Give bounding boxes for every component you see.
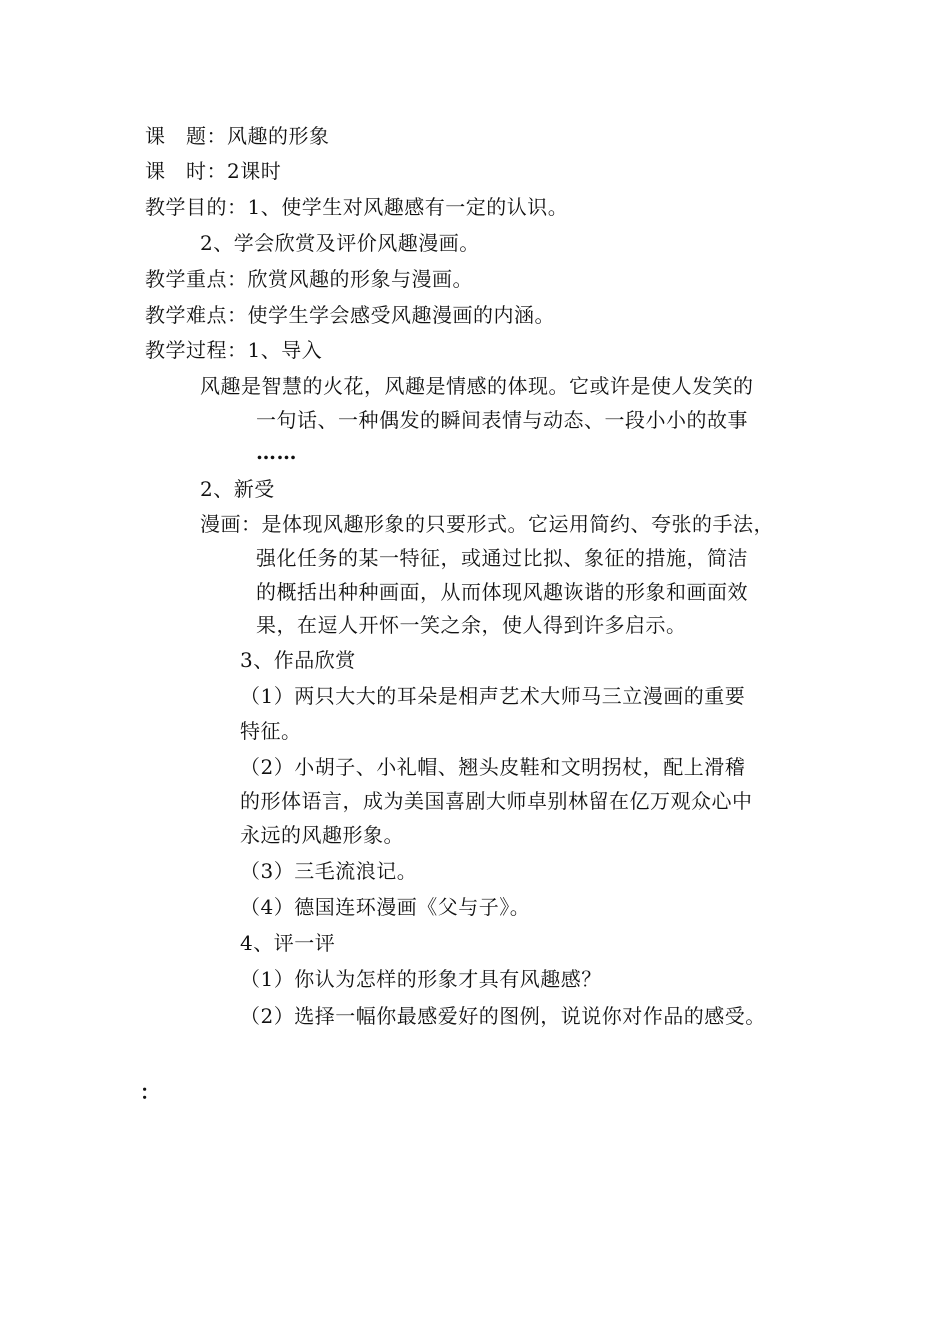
difficulty-value: 使学生学会感受风趣漫画的内涵。 — [247, 303, 555, 327]
step3-item-line: （3）三毛流浪记。 — [240, 859, 418, 883]
step3-item-line: 特征。 — [240, 719, 302, 743]
hours-line — [145, 158, 281, 184]
key-point-value: 欣赏风趣的形象与漫画。 — [247, 267, 473, 291]
difficulty-line — [145, 302, 555, 328]
step1-title: 1、导入 — [247, 338, 323, 362]
step4-item-line: （2）选择一幅你最感爱好的图例，说说你对作品的感受。 — [240, 1004, 766, 1028]
step3-item-line: 永远的风趣形象。 — [240, 823, 404, 847]
goal-item-1: 1、使学生对风趣感有一定的认识。 — [247, 195, 569, 219]
goals-label: 教学目的： — [145, 195, 248, 219]
step2-paragraph-line: 强化任务的某一特征，或通过比拟、象征的措施，简洁 — [256, 546, 748, 570]
difficulty-label: 教学难点： — [145, 303, 248, 327]
step3-item-line: （1）两只大大的耳朵是相声艺术大师马三立漫画的重要 — [240, 684, 746, 708]
goals-line — [145, 194, 568, 220]
goal-item-2: 2、学会欣赏及评价风趣漫画。 — [200, 231, 480, 255]
hours-label: 课 时： — [145, 159, 227, 183]
step1-paragraph-ellipsis: …… — [256, 440, 297, 464]
key-point-label: 教学重点： — [145, 267, 248, 291]
step3-item-line: （2）小胡子、小礼帽、翘头皮鞋和文明拐杖，配上滑稽 — [240, 755, 746, 779]
topic-value: 风趣的形象 — [227, 124, 330, 148]
step1-paragraph-line: 一句话、一种偶发的瞬间表情与动态、一段小小的故事 — [256, 408, 748, 432]
process-label: 教学过程： — [145, 338, 248, 362]
step2-paragraph-line: 的概括出种种画面，从而体现风趣诙谐的形象和画面效 — [256, 580, 748, 604]
step2-title: 2、新受 — [200, 477, 275, 501]
step2-paragraph-line: 漫画：是体现风趣形象的只要形式。它运用简约、夸张的手法， — [200, 512, 774, 536]
step1-paragraph-line: 风趣是智慧的火花，风趣是情感的体现。它或许是使人发笑的 — [200, 374, 754, 398]
topic-label: 课 题： — [145, 124, 227, 148]
hours-value: 2课时 — [227, 159, 282, 183]
process-line — [145, 337, 322, 363]
topic-line — [145, 123, 330, 149]
step3-item-line: 的形体语言，成为美国喜剧大师卓别林留在亿万观众心中 — [240, 789, 753, 813]
footer-mark: ： — [140, 1080, 161, 1104]
step2-paragraph-line: 果，在逗人开怀一笑之余，使人得到许多启示。 — [256, 613, 687, 637]
key-point-line — [145, 266, 473, 292]
step3-title: 3、作品欣赏 — [240, 648, 356, 672]
step4-title: 4、评一评 — [240, 931, 336, 955]
step3-item-line: （4）德国连环漫画《父与子》。 — [240, 895, 531, 919]
step4-item-line: （1）你认为怎样的形象才具有风趣感？ — [240, 967, 602, 991]
